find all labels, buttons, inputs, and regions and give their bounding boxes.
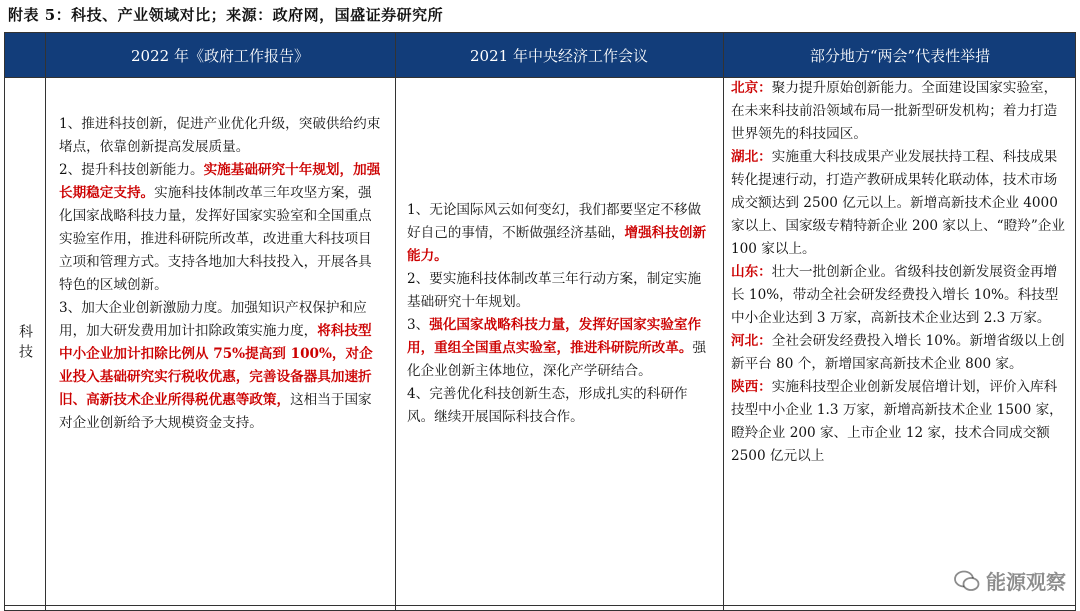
header-2021-conference: 2021 年中央经济工作会议 <box>395 33 723 77</box>
cell-2022-report <box>59 113 381 435</box>
header-2022-report: 2022 年《政府工作报告》 <box>45 33 395 77</box>
highlight-text: 强化国家战略科技力量，发挥好国家实验室作用，重组全国重点实验室，推进科研院所改革。 <box>407 317 702 356</box>
region-label: 河北： <box>731 333 772 349</box>
cell-2021-conference <box>407 199 711 429</box>
row-label-tech <box>5 77 45 610</box>
column-divider <box>395 33 396 610</box>
header-corner <box>5 33 45 77</box>
paragraph: 3、强化国家战略科技力量，发挥好国家实验室作用，重组全国重点实验室，推进科研院所改革。强化企业创新主体地位，深化产学研结合。 <box>407 317 707 379</box>
watermark <box>954 566 1066 595</box>
column-divider <box>45 33 46 610</box>
highlight-text: 增强科技创新能力。 <box>407 225 707 264</box>
highlight-text: 实施基础研究十年规划，加强长期稳定支持。 <box>59 162 381 201</box>
region-item-hebei: 河北：全社会研发经费投入增长 10%。新增省级以上创新平台 80 个，新增国家高新技术企业 800 家。 <box>731 333 1065 372</box>
paragraph: 2、提升科技创新能力。实施基础研究十年规划，加强长期稳定支持。实施科技体制改革三年攻坚方案，强化国家战略科技力量，发挥好国家实验室和全国重点实验室作用，推进科研院所改革，改进重大科技项目立项和管理方式。支持各地加大科技投入，开展各具特色的区域创新。 <box>59 162 381 293</box>
column-divider <box>723 33 724 610</box>
row-divider <box>5 605 1075 606</box>
region-item-shaanxi: 陕西：实施科技型企业创新发展倍增计划，评价入库科技型中小企业 1.3 万家，新增高新技术企业 1500 家，瞪羚企业 200 家、上市企业 12 家，技术合同成交额 2500 亿元以上 <box>731 379 1063 464</box>
region-label: 陕西： <box>731 379 772 395</box>
region-item-hubei: 湖北：实施重大科技成果产业发展扶持工程、科技成果转化提速行动，打造产教研成果转化联动体，技术市场成交额达到 2500 亿元以上。新增高新技术企业 4000 家以上、国家级专精特新企业 200 家以上、“瞪羚”企业 100 家以上。 <box>731 149 1065 257</box>
paragraph: 2、要实施科技体制改革三年行动方案，制定实施基础研究十年规划。 <box>407 271 702 310</box>
region-label: 山东： <box>731 264 772 280</box>
region-label: 北京： <box>731 80 772 96</box>
comparison-table <box>4 32 1076 611</box>
wechat-icon <box>954 570 980 592</box>
region-item-shandong: 山东：壮大一批创新企业。省级科技创新发展资金再增长 10%，带动全社会研发经费投入增长 10%。科技型中小企业达到 3 万家，高新技术企业达到 2.3 万家。 <box>731 264 1059 326</box>
watermark-text: 能源观察 <box>986 570 1066 594</box>
table-caption: 附表 5：科技、产业领域对比；来源：政府网，国盛证券研究所 <box>8 6 444 24</box>
paragraph: 1、无论国际风云如何变幻，我们都要坚定不移做好自己的事情，不断做强经济基础，增强科技创新能力。 <box>407 202 707 264</box>
cell-local-measures <box>731 77 1065 468</box>
region-label: 湖北： <box>731 149 772 165</box>
highlight-text: 将科技型中小企业加计扣除比例从 75%提高到 100%，对企业投入基础研究实行税收优惠，完善设备器具加速折旧、高新技术企业所得税优惠等政策， <box>59 323 373 408</box>
row-label-text: 科技 <box>17 323 33 364</box>
region-item-beijing: 北京：聚力提升原始创新能力。全面建设国家实验室，在未来科技前沿领域布局一批新型研发机构；着力打造世界领先的科技园区。 <box>731 80 1058 142</box>
header-local-measures: 部分地方“两会”代表性举措 <box>723 33 1076 77</box>
paragraph: 1、推进科技创新，促进产业优化升级，突破供给约束堵点，依靠创新提高发展质量。 <box>59 116 381 155</box>
paragraph: 3、加大企业创新激励力度。加强知识产权保护和应用，加大研发费用加计扣除政策实施力度，将科技型中小企业加计扣除比例从 75%提高到 100%，对企业投入基础研究实行税收优惠，完善设备器具加速折旧、高新技术企业所得税优惠等政策，这相当于国家对企业创新给予大规模资金支持。 <box>59 300 373 431</box>
paragraph: 4、完善优化科技创新生态，形成扎实的科研作风。继续开展国际科技合作。 <box>407 386 688 425</box>
